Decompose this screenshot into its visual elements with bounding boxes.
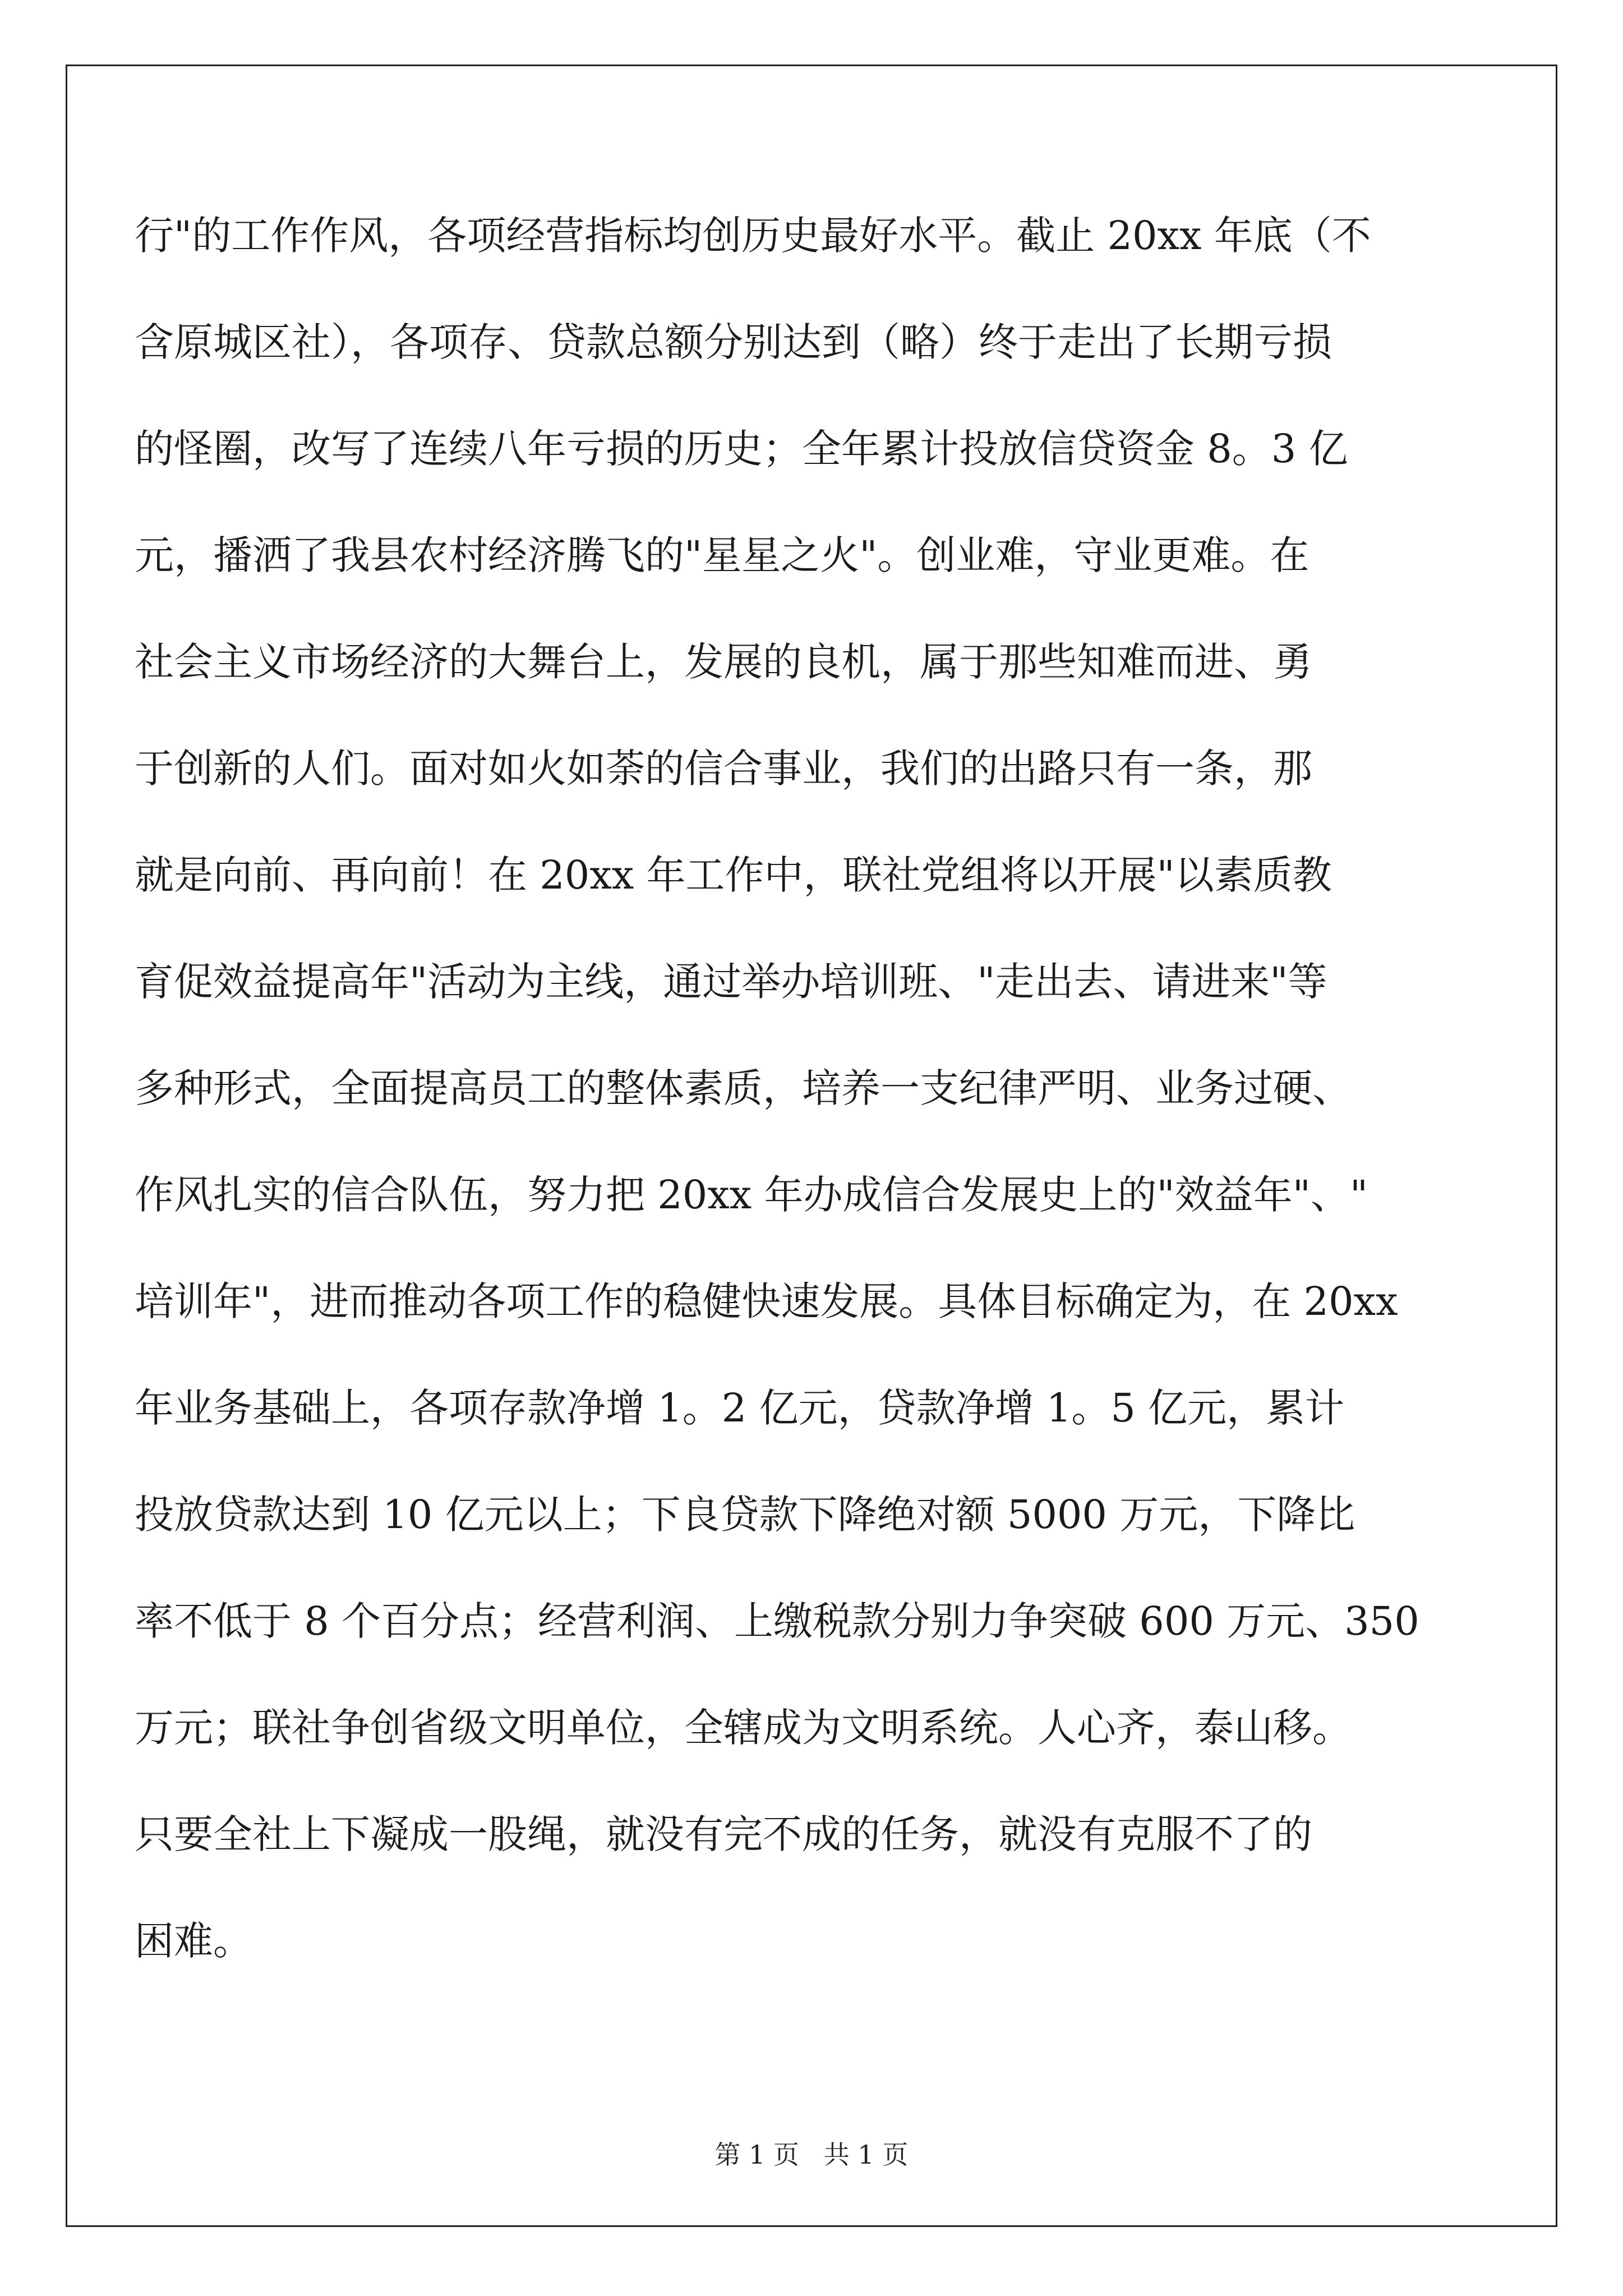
text-line: 元，播洒了我县农村经济腾飞的"星星之火"。创业难，守业更难。在 (135, 532, 1310, 578)
text-line: 含原城区社），各项存、贷款总额分别达到（略）终于走出了长期亏损 (135, 319, 1332, 365)
text-line: 困难。 (135, 1918, 252, 1964)
page-number-footer: 第 1 页 共 1 页 (714, 2139, 909, 2170)
text-line: 年业务基础上，各项存款净增 1。2 亿元，贷款净增 1。5 亿元，累计 (135, 1385, 1345, 1431)
text-line: 就是向前、再向前！在 20xx 年工作中，联社党组将以开展"以素质教 (135, 852, 1332, 898)
text-line: 育促效益提高年"活动为主线，通过举办培训班、"走出去、请进来"等 (135, 959, 1327, 1005)
text-line: 的怪圈，改写了连续八年亏损的历史；全年累计投放信贷资金 8。3 亿 (135, 426, 1348, 472)
text-line: 社会主义市场经济的大舞台上，发展的良机，属于那些知难而进、勇 (135, 639, 1312, 685)
text-line: 于创新的人们。面对如火如荼的信合事业，我们的出路只有一条，那 (135, 746, 1312, 792)
text-line: 投放贷款达到 10 亿元以上；下良贷款下降绝对额 5000 万元，下降比 (135, 1492, 1355, 1538)
text-line: 作风扎实的信合队伍，努力把 20xx 年办成信合发展史上的"效益年"、" (135, 1172, 1368, 1218)
text-line: 万元；联社争创省级文明单位，全辖成为文明系统。人心齐，泰山移。 (135, 1705, 1352, 1751)
text-line: 培训年"，进而推动各项工作的稳健快速发展。具体目标确定为，在 20xx (135, 1278, 1398, 1324)
text-line: 行"的工作作风，各项经营指标均创历史最好水平。截止 20xx 年底（不 (135, 213, 1371, 259)
text-line: 率不低于 8 个百分点；经营利润、上缴税款分别力争突破 600 万元、350 (135, 1598, 1419, 1644)
text-line: 只要全社上下凝成一股绳，就没有完不成的任务，就没有克服不了的 (135, 1811, 1312, 1857)
document-body (135, 205, 1497, 2017)
text-line: 多种形式，全面提高员工的整体素质，培养一支纪律严明、业务过硬、 (135, 1065, 1352, 1111)
